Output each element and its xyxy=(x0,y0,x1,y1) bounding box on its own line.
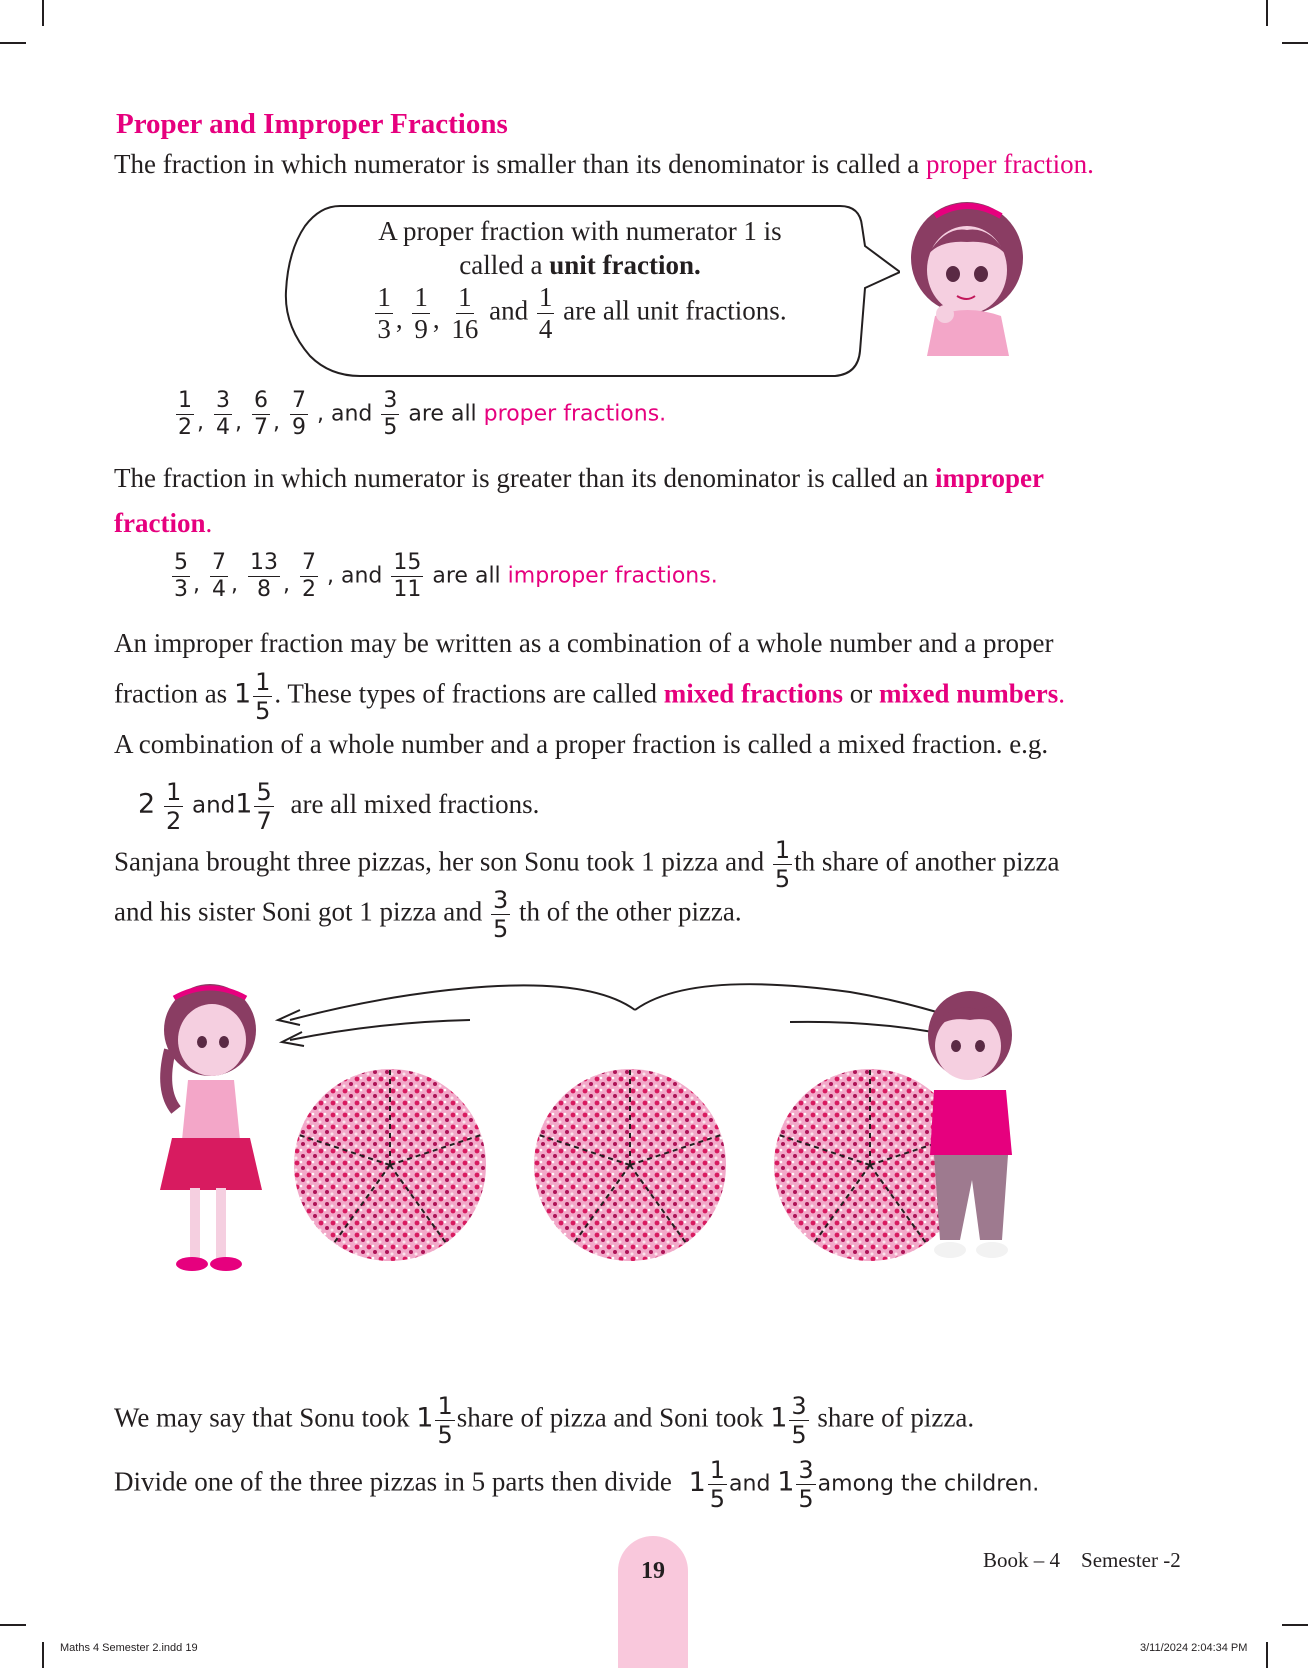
bubble-line-2-pre: called a xyxy=(459,250,550,280)
improper-definition-line-2 xyxy=(114,507,212,539)
story-line-1-post: th share of another pizza xyxy=(794,846,1060,877)
fraction: $\frac{3}{4}$ xyxy=(216,388,230,440)
crop-mark xyxy=(0,42,26,44)
crop-mark xyxy=(0,1624,26,1626)
improper-term: improper xyxy=(934,463,1044,493)
summary-line-1-pre: We may say that Sonu took xyxy=(114,1402,410,1433)
whole-number: 1 xyxy=(235,788,253,820)
timestamp-slug: 3/11/2024 2:04:34 PM xyxy=(1140,1642,1248,1654)
period: . xyxy=(1058,678,1065,709)
improper-fractions-term: improper fractions. xyxy=(507,563,718,589)
whole-number: 1 xyxy=(416,1402,434,1434)
are-all-text: are all xyxy=(432,563,501,589)
or-text: or xyxy=(842,678,879,709)
story-line-1-pre: Sanjana brought three pizzas, her son Sonu took 1 pizza and xyxy=(114,846,765,877)
bubble-and: and xyxy=(489,295,529,326)
mixed-line-1: An improper fraction may be written as a combination of a whole number and a proper xyxy=(114,628,1054,658)
improper-definition-text: The fraction in which numerator is greater than its denominator is called an xyxy=(114,463,935,493)
proper-fraction-term: proper fraction. xyxy=(926,149,1094,179)
pizza-1 xyxy=(294,1069,486,1261)
fraction: $\frac{3}{5}$ xyxy=(791,1392,807,1449)
improper-definition xyxy=(114,462,1044,494)
fraction: $\frac{3}{5}$ xyxy=(798,1456,814,1513)
crop-mark xyxy=(1266,0,1268,26)
mixed-line-2-mid: . These types of fractions are called xyxy=(274,678,664,709)
fraction: $\frac{5}{7}$ xyxy=(256,778,272,835)
boy-figure xyxy=(928,991,1012,1258)
page-number: 19 xyxy=(641,1558,665,1584)
whole-number: 2 xyxy=(138,788,156,820)
bubble-line-2 xyxy=(300,248,860,282)
fraction: $\frac{1}{5}$ xyxy=(709,1456,726,1513)
proper-examples: $\frac{1}{2}$ , $\frac{3}{4}$ , $\frac{6}{7}$ , $\frac{7}{9}$ , and $\frac{3}{5}$ are all proper fractions. xyxy=(178,388,667,440)
fraction: $\frac{13}{8}$ xyxy=(250,550,278,602)
file-slug: Maths 4 Semester 2.indd 19 xyxy=(60,1642,198,1654)
whole-number: 1 xyxy=(688,1466,706,1498)
whole-number: 1 xyxy=(777,1466,795,1498)
mixed-fractions-term: mixed fractions xyxy=(663,678,843,709)
bubble-line-1: A proper fraction with numerator 1 is xyxy=(378,216,782,246)
section-heading: Proper and Improper Fractions xyxy=(116,108,508,140)
summary-line-2 xyxy=(114,1458,1039,1511)
fraction: $\frac{7}{9}$ xyxy=(292,388,306,440)
story-line-2-post: th of the other pizza. xyxy=(518,896,742,927)
improper-examples: $\frac{5}{3}$ , $\frac{7}{4}$ , $\frac{13}{8}$ , $\frac{7}{2}$ , and $\frac{15}{11}$ are all improper fractions. xyxy=(174,550,718,602)
girl-illustration xyxy=(905,196,1035,356)
semester-label: Semester -2 xyxy=(1081,1548,1181,1572)
mixed-examples xyxy=(138,780,539,833)
fraction: $\frac{3}{5}$ xyxy=(383,388,398,440)
summary-line-2-post: among the children. xyxy=(817,1471,1040,1497)
bubble-text xyxy=(300,214,860,343)
arrow-left xyxy=(290,985,635,1020)
crop-mark xyxy=(42,0,44,26)
crop-mark xyxy=(42,1642,44,1668)
fraction: $\frac{1}{5}$ xyxy=(255,668,271,725)
fraction-term: fraction xyxy=(114,508,206,538)
proper-definition xyxy=(114,148,1094,180)
summary-line-2-pre: Divide one of the three pizzas in 5 parts then divide xyxy=(114,1466,672,1497)
and-text: , and xyxy=(317,401,373,427)
whole-number: 1 xyxy=(233,678,252,710)
bubble-tail: are all unit fractions. xyxy=(563,295,787,326)
fraction: $\frac{7}{4}$ xyxy=(212,550,226,602)
whole-number: 1 xyxy=(770,1402,788,1434)
story-line-1 xyxy=(114,838,1059,891)
fraction: $\frac{1}{16}$ xyxy=(451,282,479,344)
crop-mark xyxy=(1282,42,1308,44)
fraction: $\frac{1}{3}$ xyxy=(377,282,391,344)
summary-line-1 xyxy=(114,1394,974,1447)
mixed-line-2-pre: fraction as xyxy=(114,678,234,709)
proper-definition-text: The fraction in which numerator is smaller than its denominator is called a xyxy=(114,149,927,179)
fraction: $\frac{7}{2}$ xyxy=(302,550,316,602)
fraction: $\frac{1}{2}$ xyxy=(178,388,192,440)
mixed-line-2 xyxy=(114,670,1065,723)
and-text: and xyxy=(729,1471,771,1497)
summary-line-1-mid: share of pizza and Soni took xyxy=(456,1402,764,1433)
proper-fractions-term: proper fractions. xyxy=(483,401,667,427)
summary-line-1-post: share of pizza. xyxy=(817,1402,975,1433)
are-all-text: are all xyxy=(408,401,477,427)
fraction: $\frac{5}{3}$ xyxy=(174,550,188,602)
crop-mark xyxy=(1266,1642,1268,1668)
unit-fraction-term: unit fraction. xyxy=(549,250,701,280)
pizza-2 xyxy=(534,1069,726,1261)
mixed-line-3: A combination of a whole number and a proper fraction is called a mixed fraction. e.g. xyxy=(114,729,1049,759)
mixed-examples-tail: are all mixed fractions. xyxy=(290,788,540,819)
fraction: $\frac{1}{2}$ xyxy=(165,778,182,835)
and-text: and xyxy=(191,792,236,819)
crop-mark xyxy=(1282,1624,1308,1626)
fraction: $\frac{15}{11}$ xyxy=(393,550,422,602)
fraction: $\frac{1}{9}$ xyxy=(414,282,428,344)
fraction: $\frac{3}{5}$ xyxy=(492,886,509,943)
pizza-illustration xyxy=(150,980,1150,1320)
and-text: , and xyxy=(327,563,383,589)
bubble-line-3: $\frac{1}{3}$ , $\frac{1}{9}$ , $\frac{1}{16}$ and $\frac{1}{4}$ are all unit fractions. xyxy=(377,282,787,344)
fraction: $\frac{1}{5}$ xyxy=(437,1392,453,1449)
period: . xyxy=(205,508,213,538)
fraction: $\frac{6}{7}$ xyxy=(254,388,268,440)
fraction: $\frac{1}{4}$ xyxy=(538,282,553,344)
page-number-tab xyxy=(618,1536,688,1668)
book-label xyxy=(983,1548,1181,1573)
story-line-2 xyxy=(114,888,742,941)
girl-figure xyxy=(160,984,262,1271)
mixed-numbers-term: mixed numbers xyxy=(878,678,1059,709)
fraction: $\frac{1}{5}$ xyxy=(774,836,791,893)
story-line-2-pre: and his sister Soni got 1 pizza and xyxy=(114,896,483,927)
book-number: Book – 4 xyxy=(983,1548,1061,1572)
